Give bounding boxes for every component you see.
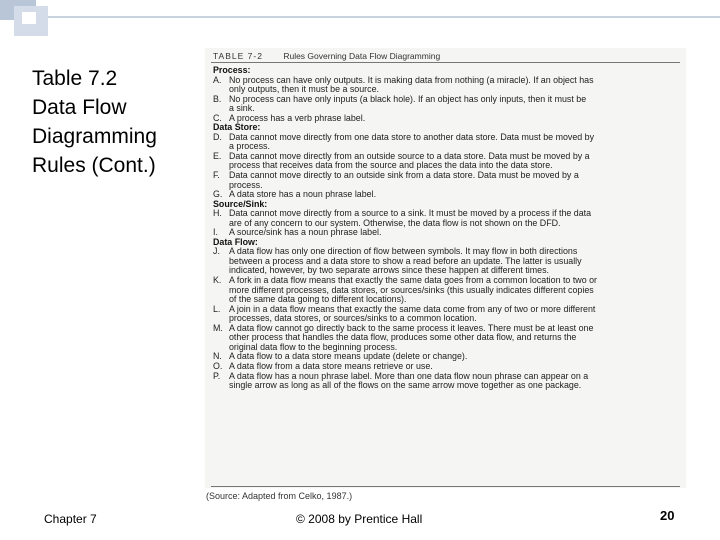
rule-continuation [213,343,680,353]
rule-item [213,171,680,181]
rule-letter: N. [213,352,222,362]
rule-text: Data cannot move directly from a source to a sink. It must be moved by a process if the data [229,209,592,219]
rule-continuation [213,286,680,296]
table-bottom-rule [211,486,680,487]
rule-continuation [213,381,680,391]
rule-text: No process can have only outputs. It is making data from nothing (a miracle). If an object has [229,75,594,85]
rule-item [213,362,680,372]
rule-text: A join in a data flow means that exactly the same data come from any of two or more different [229,304,596,314]
rule-text: No process can have only inputs (a black hole). If an object has only inputs, then it must be [229,94,587,104]
rule-letter: G. [213,190,223,200]
rule-text: Data Store: [213,123,261,133]
footer-chapter: Chapter 7 [44,512,97,526]
rule-letter: L. [213,304,221,314]
rule-text: only outputs, then it must be a source. [229,85,379,95]
rule-continuation [213,266,680,276]
rule-text: indicated, however, by two separate arrows since these happen at different times. [229,266,550,276]
table-body [213,66,680,391]
rule-letter: F. [213,171,220,181]
rule-text: Data cannot move directly from an outside source to a data store. Data must be moved by a [229,151,590,161]
rule-text: process. [229,180,263,190]
rule-text: processes, data stores, or sources/sinks to a common location. [229,314,477,324]
slide-title [32,64,192,180]
rule-letter: C. [213,113,222,123]
rule-continuation [213,161,680,171]
rule-text: A data flow to a data store means update (delete or change). [229,352,468,362]
rule-item [213,305,680,315]
rule-continuation [213,142,680,152]
rule-text: between a process and a data store to show a read before an update. The latter is usually [229,256,582,266]
rule-text: Data Flow: [213,237,258,247]
rule-letter: I. [213,228,218,238]
source-note: (Source: Adapted from Celko, 1987.) [206,491,353,501]
rule-item [213,209,680,219]
rule-letter: D. [213,132,222,142]
table-header [213,51,440,61]
rule-text: other process that handles the data flow, produces some other data flow, and returns the [229,333,577,343]
rule-letter: J. [213,247,220,257]
title-line: Diagramming [32,125,157,148]
rule-item [213,324,680,334]
table-title: Rules Governing Data Flow Diagramming [283,51,441,61]
rule-continuation [213,85,680,95]
footer-copyright: © 2008 by Prentice Hall [296,512,423,526]
rule-text: A data flow cannot go directly back to the same process it leaves. There must be at least one [229,323,594,333]
rule-text: single arrow as long as all of the flows on the same arrow move together as one package. [229,381,582,391]
rule-letter: P. [213,371,221,381]
rule-text: A source/sink has a noun phrase label. [229,228,382,238]
rule-continuation [213,104,680,114]
rule-item [213,133,680,143]
section-heading [213,66,680,76]
rule-text: are of any concern to our system. Otherwise, the data flow is not shown on the DFD. [229,218,561,228]
rule-text: process that receives data from the source and places the data into the data store. [229,161,553,171]
rule-text: original data flow to the beginning process. [229,342,398,352]
section-heading [213,238,680,248]
title-line: Data Flow [32,96,127,119]
rule-text: Data cannot move directly to an outside sink from a data store. Data must be moved by a [229,171,579,181]
rule-item [213,76,680,86]
rule-letter: A. [213,75,222,85]
rule-text: of the same data going to different locations). [229,295,407,305]
rule-text: A data store has a noun phrase label. [229,190,377,200]
rule-item [213,352,680,362]
table-number: TABLE 7-2 [213,51,263,61]
rule-item [213,152,680,162]
page-number: 20 [660,508,675,523]
rule-text: Data cannot move directly from one data store to another data store. Data must be moved by [229,132,595,142]
rule-item [213,247,680,257]
rule-item [213,95,680,105]
rule-text: Process: [213,66,251,75]
rule-item [213,228,680,238]
rule-text: Source/Sink: [213,199,268,209]
rule-letter: K. [213,276,222,286]
rule-item [213,190,680,200]
top-rule [48,16,720,18]
rule-continuation [213,314,680,324]
rule-continuation [213,257,680,267]
rule-text: a process. [229,142,270,152]
rule-letter: B. [213,94,222,104]
rule-continuation [213,181,680,191]
rule-text: A process has a verb phrase label. [229,113,366,123]
rule-continuation [213,295,680,305]
rule-letter: M. [213,323,223,333]
rule-continuation [213,219,680,229]
table-top-rule [211,62,680,63]
rule-text: more different processes, data stores, or sources/sinks (this usually indicates different copies [229,285,594,295]
rules-table [205,48,686,488]
rule-item [213,372,680,382]
rule-item [213,276,680,286]
rule-text: A data flow has a noun phrase label. More than one data flow noun phrase can appear on a [229,371,589,381]
title-line: Rules (Cont.) [32,154,156,177]
decor-square [22,12,36,24]
rule-continuation [213,333,680,343]
section-heading [213,200,680,210]
title-line: Table 7.2 [32,67,118,90]
rule-text: A fork in a data flow means that exactly the same data goes from a common location to two or [229,276,598,286]
rule-letter: E. [213,151,222,161]
rule-text: A data flow from a data store means retrieve or use. [229,361,433,371]
rule-letter: H. [213,209,222,219]
rule-item [213,114,680,124]
rule-text: A data flow has only one direction of flow between symbols. It may flow in both directions [229,247,578,257]
rule-letter: O. [213,361,223,371]
section-heading [213,123,680,133]
rule-text: a sink. [229,104,255,114]
